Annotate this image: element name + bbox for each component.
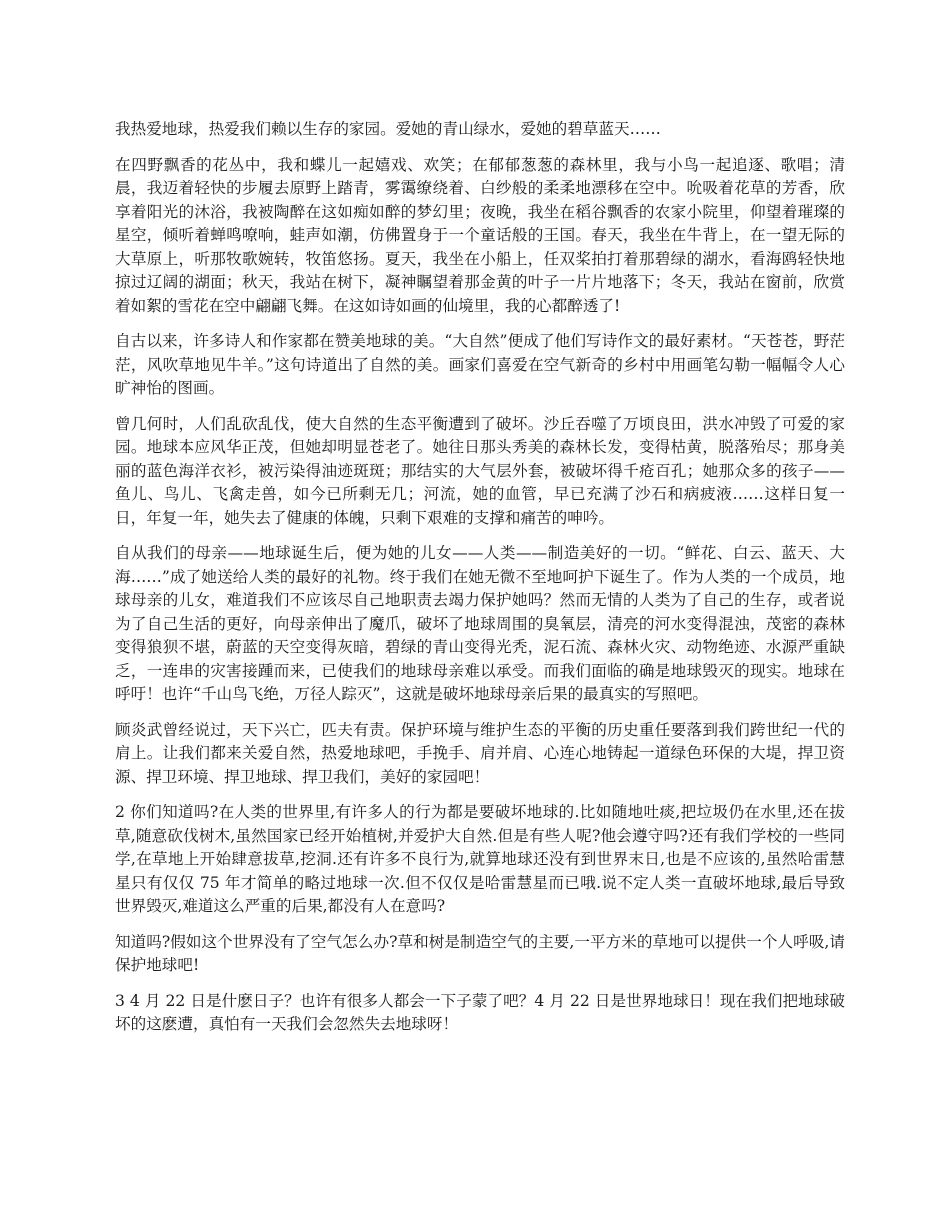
paragraph-mother-earth: 自从我们的母亲——地球诞生后，便为她的儿女——人类——制造美好的一切。“鲜花、白云、蓝天、大海……”成了她送给人类的最好的礼物。终于我们在她无微不至地呵护下诞生了。作为人类的一个成员，地球母亲的儿女，难道我们不应该尽自己地职责去竭力保护她吗？然而无情的人类为了自己的生存，或者说为了自己生活的更好，向母亲伸出了魔爪，破坏了地球周围的臭氧层，清亮的河水变得混浊，茂密的森林变得狼狈不堪，蔚蓝的天空变得灰暗，碧绿的青山变得光秃，泥石流、森林火灾、动物绝迹、水源严重缺乏，一连串的灾害接踵而来，已使我们的地球母亲难以承受。而我们面临的确是地球毁灭的现实。地球在呼吁！也许“千山鸟飞绝，万径人踪灭”，这就是破坏地球母亲后果的最真实的写照吧。 — [115, 544, 845, 703]
document-page — [115, 118, 845, 1049]
paragraph-responsibility: 顾炎武曾经说过，天下兴亡，匹夫有责。保护环境与维护生态的平衡的历史重任要落到我们跨世纪一代的肩上。让我们都来关爱自然，热爱地球吧，手挽手、肩并肩、心连心地铸起一道绿色环保的大堤，捍卫资源、捍卫环境、捍卫地球、捍卫我们，美好的家园吧！ — [115, 720, 845, 786]
paragraph-intro: 我热爱地球，热爱我们赖以生存的家园。爱她的青山绿水，爱她的碧草蓝天…… — [115, 120, 661, 138]
paragraph-section-3: 3 4 月 22 日是什麽日子？也许有很多人都会一下子蒙了吧？4 月 22 日是世界地球日！现在我们把地球破坏的这麽遭，真怕有一天我们会忽然失去地球呀！ — [115, 991, 845, 1033]
paragraph-air: 知道吗?假如这个世界没有了空气怎么办?草和树是制造空气的主要,一平方米的草地可以提供一个人呼吸,请保护地球吧! — [115, 932, 845, 974]
paragraph-poets: 自古以来，许多诗人和作家都在赞美地球的美。“大自然”便成了他们写诗作文的最好素材。“天苍苍，野茫茫，风吹草地见牛羊。”这句诗道出了自然的美。画家们喜爱在空气新奇的乡村中用画笔勾勒一幅幅令人心旷神怡的图画。 — [115, 332, 845, 397]
paragraph-seasons: 在四野飘香的花丛中，我和蝶儿一起嬉戏、欢笑；在郁郁葱葱的森林里，我与小鸟一起追逐、歌唱；清晨，我迈着轻快的步履去原野上踏青，雾霭缭绕着、白纱般的柔柔地漂移在空中。吮吸着花草的芳香，欣享着阳光的沐浴，我被陶醉在这如痴如醉的梦幻里；夜晚，我坐在稻谷飘香的农家小院里，仰望着璀璨的星空，倾听着蝉鸣嘹响，蛙声如潮，仿佛置身于一个童话般的王国。春天，我坐在牛背上，在一望无际的大草原上，听那牧歌婉转，牧笛悠扬。夏天，我坐在小船上，任双桨拍打着那碧绿的湖水，看海鸥轻快地掠过辽阔的湖面；秋天，我站在树下，凝神瞩望着那金黄的叶子一片片地落下；冬天，我站在窗前，欣赏着如絮的雪花在空中翩翩飞舞。在这如诗如画的仙境里，我的心都醉透了! — [115, 155, 845, 315]
paragraph-section-2: 2 你们知道吗?在人类的世界里,有许多人的行为都是要破坏地球的.比如随地吐痰,把垃圾仍在水里,还在拔草,随意砍伐树木,虽然国家已经开始植树,并爱护大自然.但是有些人呢?他会遵守吗?还有我们学校的一些同学,在草地上开始肆意拔草,挖洞.还有许多不良行为,就算地球还没有到世界末日,也是不应该的,虽然哈雷慧星只有仅仅 75 年才简单的略过地球一次.但不仅仅是哈雷慧星而已哦.说不定人类一直破坏地球,最后导致世界毁灭,难道这么严重的后果,都没有人在意吗? — [115, 803, 845, 915]
paragraph-destruction: 曾几何时，人们乱砍乱伐，使大自然的生态平衡遭到了破坏。沙丘吞噬了万顷良田，洪水冲毁了可爱的家园。地球本应风华正茂，但她却明显苍老了。她往日那头秀美的森林长发，变得枯黄，脱落殆尽；那身美丽的蓝色海洋衣衫，被污染得油迹斑斑；那结实的大气层外套，被破坏得千疮百孔；她那众多的孩子——鱼儿、鸟儿、飞禽走兽，如今已所剩无几；河流，她的血管，早已充满了沙石和病疲液……这样日复一日，年复一年，她失去了健康的体魄，只剩下艰难的支撑和痛苦的呻吟。 — [115, 414, 845, 527]
